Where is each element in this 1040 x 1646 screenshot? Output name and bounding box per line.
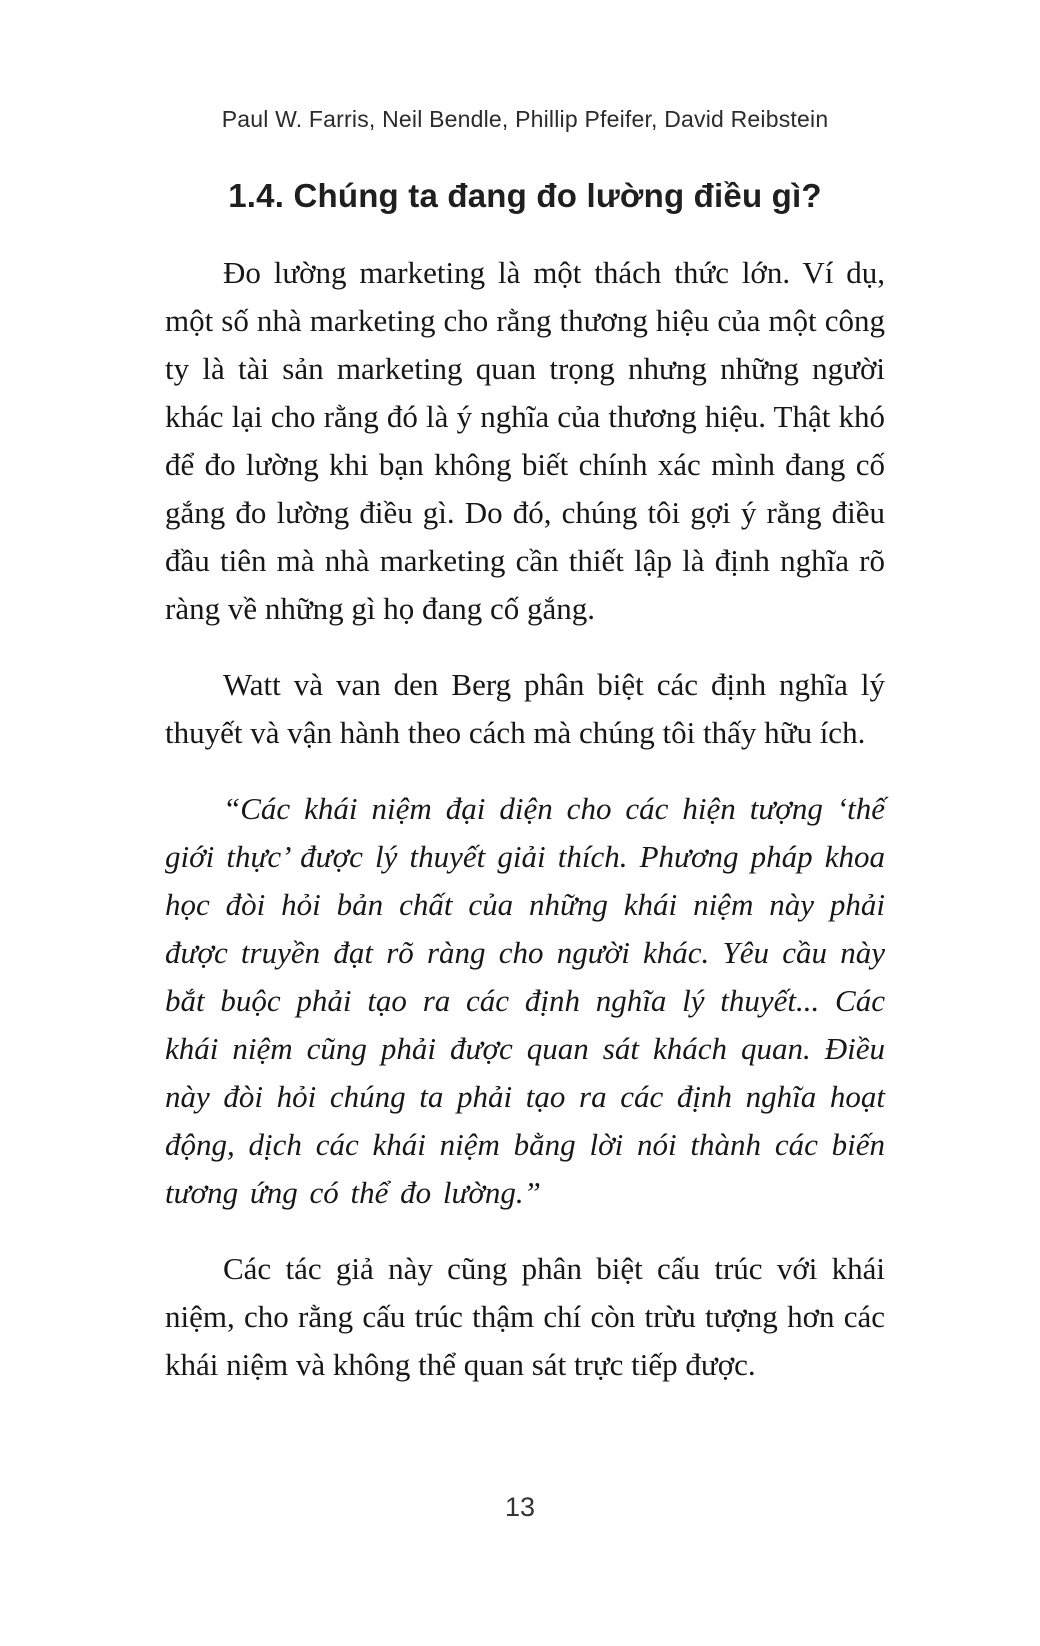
body-paragraph-3: Các tác giả này cũng phân biệt cấu trúc với khái niệm, cho rằng cấu trúc thậm chí còn trừu tượng hơn các khái niệm và không thể quan sát trực tiếp được. <box>165 1251 885 1382</box>
section-heading: 1.4. Chúng ta đang đo lường điều gì? <box>228 177 822 214</box>
block-quote: “Các khái niệm đại diện cho các hiện tượng ‘thế giới thực’ được lý thuyết giải thích. Phương pháp khoa học đòi hỏi bản chất của những khái niệm này phải được truyền đạt rõ ràng cho người khác. Yêu cầu này bắt buộc phải tạo ra các định nghĩa lý thuyết... Các khái niệm cũng phải được quan sát khách quan. Điều này đòi hỏi chúng ta phải tạo ra các định nghĩa hoạt động, dịch các khái niệm bằng lời nói thành các biến tương ứng có thể đo lường.” <box>165 791 885 1210</box>
page-number: 13 <box>504 1492 536 1522</box>
body-paragraph-2: Watt và van den Berg phân biệt các định nghĩa lý thuyết và vận hành theo cách mà chúng tôi thấy hữu ích. <box>165 667 885 750</box>
running-header-authors: Paul W. Farris, Neil Bendle, Phillip Pfeifer, David Reibstein <box>221 106 829 132</box>
body-paragraph-1: Đo lường marketing là một thách thức lớn. Ví dụ, một số nhà marketing cho rằng thương hiệu của một công ty là tài sản marketing quan trọng nhưng những người khác lại cho rằng đó là ý nghĩa của thương hiệu. Thật khó để đo lường khi bạn không biết chính xác mình đang cố gắng đo lường điều gì. Do đó, chúng tôi gợi ý rằng điều đầu tiên mà nhà marketing cần thiết lập là định nghĩa rõ ràng về những gì họ đang cố gắng. <box>165 255 885 626</box>
text-block <box>165 0 885 1389</box>
